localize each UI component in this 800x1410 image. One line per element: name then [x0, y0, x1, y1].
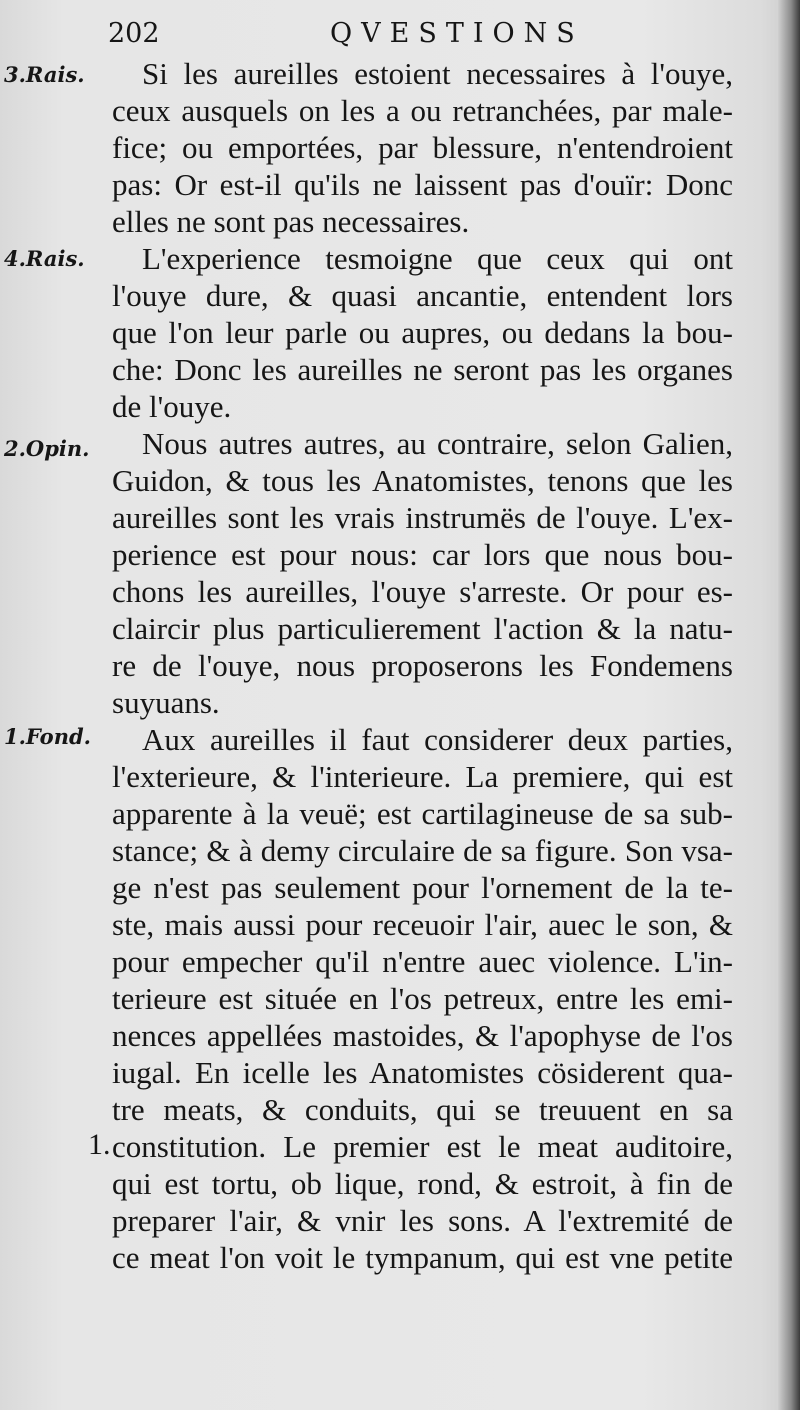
enumeration-marker: 1. — [88, 1128, 111, 1161]
page-number: 202 — [108, 18, 160, 49]
margin-note-2-opin: 2.Opin. — [4, 436, 90, 461]
text-line: de l'ouye. — [112, 389, 232, 424]
text-line: qui est tortu, ob lique, rond, & estroit, à fin de — [112, 1166, 733, 1201]
text-line: iugal. En icelle les Anatomistes cösiderent qua- — [112, 1055, 733, 1090]
text-line: terieure est située en l'os petreux, entre les emi- — [112, 981, 733, 1016]
text-line: Guidon, & tous les Anatomistes, tenons que les — [112, 463, 733, 498]
text-line: ce meat l'on voit le tympanum, qui est vne petite — [112, 1240, 733, 1275]
text-line: ge n'est pas seulement pour l'ornement de la te- — [112, 870, 733, 905]
text-line: re de l'ouye, nous proposerons les Fondemens — [112, 648, 733, 683]
running-head: QVESTIONS — [330, 18, 584, 49]
text-line: aureilles sont les vrais instrumës de l'ouye. L'ex- — [112, 500, 733, 535]
text-line: nences appellées mastoides, & l'apophyse de l'os — [112, 1018, 733, 1053]
margin-note-3-rais: 3.Rais. — [4, 62, 85, 87]
text-line: pas: Or est-il qu'ils ne laissent pas d'ouïr: Donc — [112, 167, 733, 202]
text-line: elles ne sont pas necessaires. — [112, 204, 470, 239]
page-header — [108, 18, 770, 52]
text-line: stance; & à demy circulaire de sa figure. Son vsa- — [112, 833, 733, 868]
margin-note-1-fond: 1.Fond. — [4, 724, 91, 749]
text-line: ceux ausquels on les a ou retranchées, par male- — [112, 93, 733, 128]
text-line: suyuans. — [112, 685, 220, 720]
text-line: Si les aureilles estoient necessaires à l'ouye, — [142, 56, 733, 91]
text-line: Aux aureilles il faut considerer deux parties, — [142, 722, 733, 757]
text-line: tre meats, & conduits, qui se treuuent en sa — [112, 1092, 733, 1127]
text-line: chons les aureilles, l'ouye s'arreste. Or pour es- — [112, 574, 733, 609]
text-line: Nous autres autres, au contraire, selon Galien, — [142, 426, 733, 461]
text-line: l'ouye dure, & quasi ancantie, entendent lors — [112, 278, 733, 313]
text-line: claircir plus particulierement l'action & la natu- — [112, 611, 733, 646]
text-line: perience est pour nous: car lors que nous bou- — [112, 537, 733, 572]
text-line: preparer l'air, & vnir les sons. A l'extremité de — [112, 1203, 733, 1238]
text-line: ste, mais aussi pour receuoir l'air, auec le son, & — [112, 907, 733, 942]
text-line: fice; ou emportées, par blessure, n'entendroient — [112, 130, 733, 165]
text-line: apparente à la veuë; est cartilagineuse de sa sub- — [112, 796, 733, 831]
margin-note-4-rais: 4.Rais. — [4, 246, 85, 271]
text-line: constitution. Le premier est le meat auditoire, — [112, 1129, 733, 1164]
text-line: que l'on leur parle ou aupres, ou dedans la bou- — [112, 315, 733, 350]
text-line: l'exterieure, & l'interieure. La premiere, qui est — [112, 759, 733, 794]
page-gutter-shadow — [778, 0, 800, 1410]
text-line: L'experience tesmoigne que ceux qui ont — [142, 241, 733, 276]
text-line: che: Donc les aureilles ne seront pas les organes — [112, 352, 733, 387]
text-line: pour empecher qu'il n'entre auec violence. L'in- — [112, 944, 733, 979]
